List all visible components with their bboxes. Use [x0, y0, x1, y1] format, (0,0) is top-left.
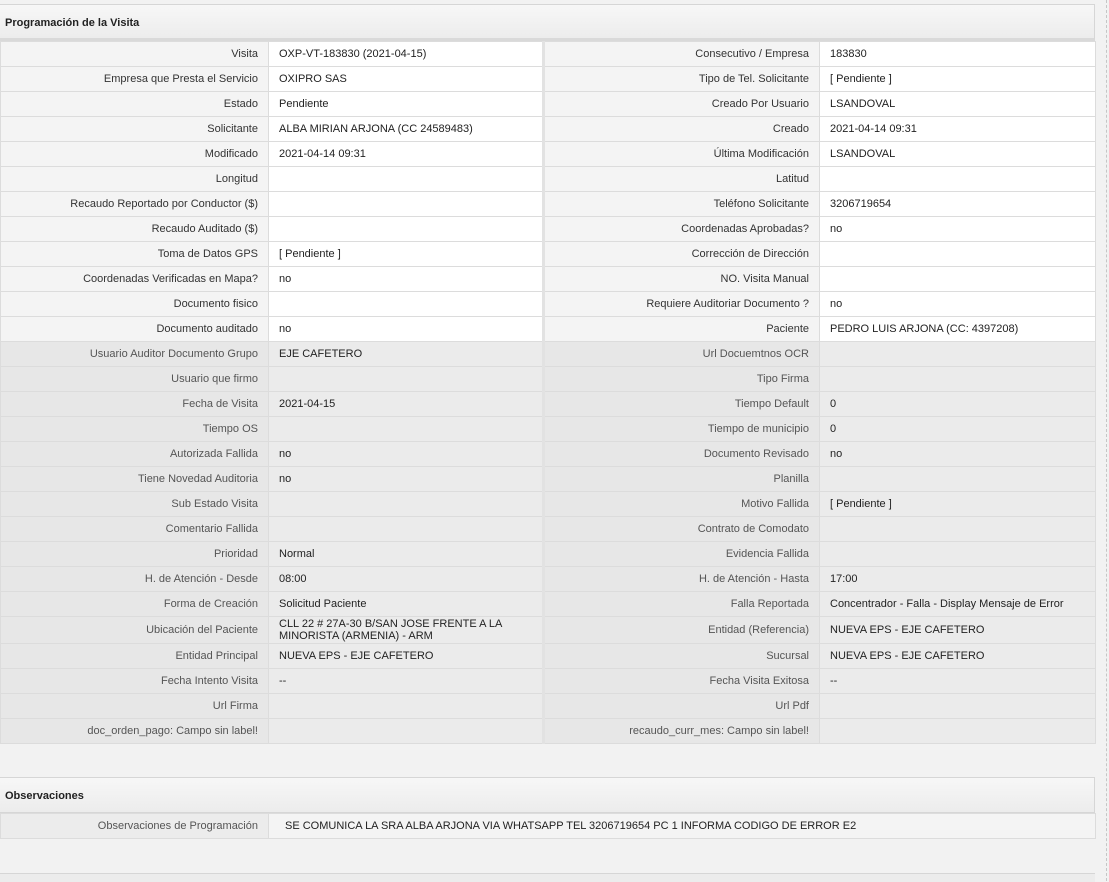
table-row	[1, 644, 1096, 669]
field-value: CLL 22 # 27A-30 B/SAN JOSE FRENTE A LA MINORISTA (ARMENIA) - ARM	[269, 617, 544, 644]
table-row	[1, 292, 1096, 317]
field-value: 3206719654	[820, 192, 1096, 217]
table-row	[1, 42, 1096, 67]
field-value	[820, 467, 1096, 492]
table-row	[1, 192, 1096, 217]
field-value: 2021-04-15	[269, 392, 544, 417]
table-row	[1, 142, 1096, 167]
field-label: H. de Atención - Hasta	[544, 567, 820, 592]
field-label: Evidencia Fallida	[544, 542, 820, 567]
field-label: Creado Por Usuario	[544, 92, 820, 117]
observaciones-section-title: Observaciones	[0, 777, 1095, 813]
field-value	[269, 192, 544, 217]
field-value	[269, 719, 544, 744]
field-label: Motivo Fallida	[544, 492, 820, 517]
field-value: 2021-04-14 09:31	[269, 142, 544, 167]
field-label: Comentario Fallida	[1, 517, 269, 542]
field-value: [ Pendiente ]	[269, 242, 544, 267]
table-row	[1, 814, 1096, 839]
field-label: Teléfono Solicitante	[544, 192, 820, 217]
field-label: NO. Visita Manual	[544, 267, 820, 292]
table-row	[1, 167, 1096, 192]
field-label: Empresa que Presta el Servicio	[1, 67, 269, 92]
table-row	[1, 567, 1096, 592]
field-value	[820, 694, 1096, 719]
visita-panel	[0, 4, 1095, 744]
field-value: Pendiente	[269, 92, 544, 117]
observaciones-panel	[0, 777, 1095, 839]
table-row	[1, 92, 1096, 117]
field-label: recaudo_curr_mes: Campo sin label!	[544, 719, 820, 744]
field-label: Entidad (Referencia)	[544, 617, 820, 644]
field-label: Modificado	[1, 142, 269, 167]
field-value: OXIPRO SAS	[269, 67, 544, 92]
table-row	[1, 617, 1096, 644]
field-label: Tiempo de municipio	[544, 417, 820, 442]
field-value: no	[269, 267, 544, 292]
field-label: Solicitante	[1, 117, 269, 142]
field-label: Prioridad	[1, 542, 269, 567]
field-value: no	[820, 292, 1096, 317]
dashed-right-border	[1106, 0, 1107, 881]
field-label: Paciente	[544, 317, 820, 342]
field-value: EJE CAFETERO	[269, 342, 544, 367]
field-label: Tiempo OS	[1, 417, 269, 442]
field-label: Longitud	[1, 167, 269, 192]
field-value	[269, 492, 544, 517]
table-row	[1, 592, 1096, 617]
field-label: Toma de Datos GPS	[1, 242, 269, 267]
field-label: Coordenadas Verificadas en Mapa?	[1, 267, 269, 292]
field-label: Última Modificación	[544, 142, 820, 167]
field-value: Normal	[269, 542, 544, 567]
field-value: PEDRO LUIS ARJONA (CC: 4397208)	[820, 317, 1096, 342]
field-value	[820, 242, 1096, 267]
field-value: 08:00	[269, 567, 544, 592]
field-label: Estado	[1, 92, 269, 117]
field-label: Url Docuemtnos OCR	[544, 342, 820, 367]
field-label: Usuario que firmo	[1, 367, 269, 392]
field-value	[820, 719, 1096, 744]
table-row	[1, 719, 1096, 744]
table-row	[1, 242, 1096, 267]
field-value	[269, 417, 544, 442]
table-row	[1, 217, 1096, 242]
field-value	[820, 542, 1096, 567]
field-value: --	[269, 669, 544, 694]
table-row	[1, 492, 1096, 517]
field-label: Corrección de Dirección	[544, 242, 820, 267]
field-label: Tiene Novedad Auditoria	[1, 467, 269, 492]
field-value	[269, 217, 544, 242]
field-value	[269, 292, 544, 317]
field-label: Usuario Auditor Documento Grupo	[1, 342, 269, 367]
table-row	[1, 669, 1096, 694]
table-row	[1, 442, 1096, 467]
field-label: Url Pdf	[544, 694, 820, 719]
table-row	[1, 392, 1096, 417]
field-value: OXP-VT-183830 (2021-04-15)	[269, 42, 544, 67]
field-label: Latitud	[544, 167, 820, 192]
field-value: NUEVA EPS - EJE CAFETERO	[269, 644, 544, 669]
visita-section-title: Programación de la Visita	[0, 4, 1095, 41]
field-label: Falla Reportada	[544, 592, 820, 617]
field-value: LSANDOVAL	[820, 92, 1096, 117]
field-value: no	[820, 217, 1096, 242]
field-value	[269, 367, 544, 392]
field-label: Requiere Auditoriar Documento ?	[544, 292, 820, 317]
field-value: 183830	[820, 42, 1096, 67]
field-label: Documento Revisado	[544, 442, 820, 467]
field-value: no	[820, 442, 1096, 467]
field-label: H. de Atención - Desde	[1, 567, 269, 592]
observaciones-table	[0, 813, 1096, 839]
table-row	[1, 417, 1096, 442]
field-label: Coordenadas Aprobadas?	[544, 217, 820, 242]
field-value: Solicitud Paciente	[269, 592, 544, 617]
field-value	[269, 167, 544, 192]
field-value: --	[820, 669, 1096, 694]
field-value: ALBA MIRIAN ARJONA (CC 24589483)	[269, 117, 544, 142]
field-value: no	[269, 442, 544, 467]
table-row	[1, 367, 1096, 392]
field-label: doc_orden_pago: Campo sin label!	[1, 719, 269, 744]
field-label: Entidad Principal	[1, 644, 269, 669]
field-label: Autorizada Fallida	[1, 442, 269, 467]
field-label: Tipo de Tel. Solicitante	[544, 67, 820, 92]
table-row	[1, 542, 1096, 567]
field-value	[820, 267, 1096, 292]
table-row	[1, 267, 1096, 292]
observaciones-value: SE COMUNICA LA SRA ALBA ARJONA VIA WHATSAPP TEL 3206719654 PC 1 INFORMA CODIGO DE ERROR E2	[269, 814, 1096, 839]
field-label: Tiempo Default	[544, 392, 820, 417]
table-row	[1, 67, 1096, 92]
field-label: Tipo Firma	[544, 367, 820, 392]
field-label: Visita	[1, 42, 269, 67]
table-row	[1, 467, 1096, 492]
field-value: 17:00	[820, 567, 1096, 592]
field-label: Ubicación del Paciente	[1, 617, 269, 644]
field-label: Creado	[544, 117, 820, 142]
field-label: Url Firma	[1, 694, 269, 719]
field-value: NUEVA EPS - EJE CAFETERO	[820, 617, 1096, 644]
field-value: 0	[820, 392, 1096, 417]
field-value	[820, 167, 1096, 192]
field-value	[269, 694, 544, 719]
field-label: Documento auditado	[1, 317, 269, 342]
field-value: no	[269, 467, 544, 492]
table-row	[1, 342, 1096, 367]
field-label: Contrato de Comodato	[544, 517, 820, 542]
field-value: LSANDOVAL	[820, 142, 1096, 167]
field-label: Recaudo Auditado ($)	[1, 217, 269, 242]
field-value: NUEVA EPS - EJE CAFETERO	[820, 644, 1096, 669]
field-label: Sucursal	[544, 644, 820, 669]
field-label: Recaudo Reportado por Conductor ($)	[1, 192, 269, 217]
field-value	[820, 342, 1096, 367]
observaciones-label: Observaciones de Programación	[1, 814, 269, 839]
field-label: Documento fisico	[1, 292, 269, 317]
field-value: [ Pendiente ]	[820, 492, 1096, 517]
field-value: Concentrador - Falla - Display Mensaje de Error	[820, 592, 1096, 617]
table-row	[1, 694, 1096, 719]
field-label: Forma de Creación	[1, 592, 269, 617]
field-value: [ Pendiente ]	[820, 67, 1096, 92]
field-label: Consecutivo / Empresa	[544, 42, 820, 67]
field-value: 0	[820, 417, 1096, 442]
field-value	[820, 367, 1096, 392]
table-row	[1, 117, 1096, 142]
field-value	[820, 517, 1096, 542]
field-label: Sub Estado Visita	[1, 492, 269, 517]
field-label: Fecha Intento Visita	[1, 669, 269, 694]
field-label: Planilla	[544, 467, 820, 492]
field-label: Fecha de Visita	[1, 392, 269, 417]
visita-details-table	[0, 41, 1096, 744]
field-value: 2021-04-14 09:31	[820, 117, 1096, 142]
table-row	[1, 517, 1096, 542]
field-value	[269, 517, 544, 542]
table-row	[1, 317, 1096, 342]
field-value: no	[269, 317, 544, 342]
field-label: Fecha Visita Exitosa	[544, 669, 820, 694]
